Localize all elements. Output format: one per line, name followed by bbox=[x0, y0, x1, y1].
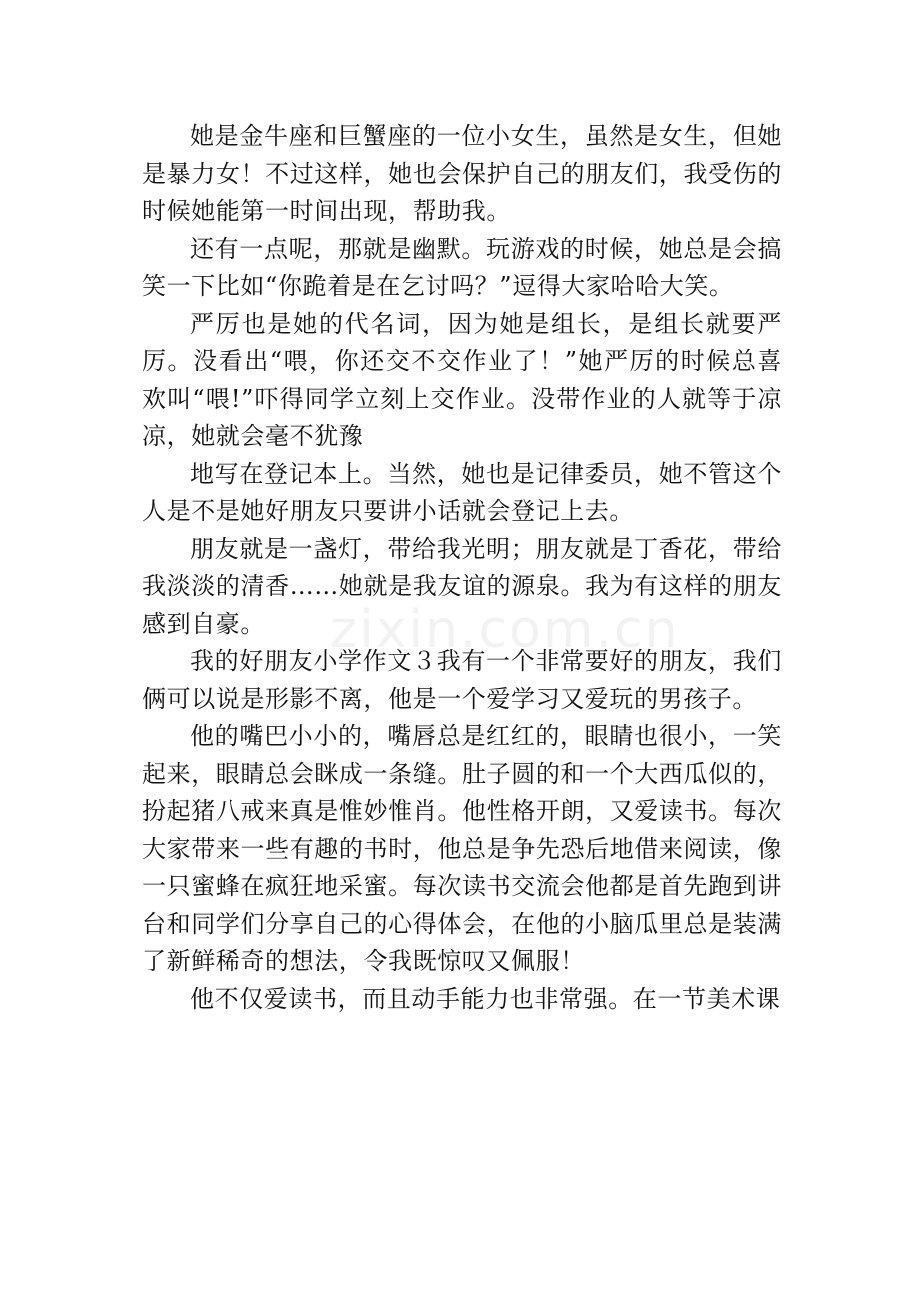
watermark: zixin.com.cn bbox=[330, 600, 680, 660]
paragraph-8: 他不仅爱读书，而且动手能力也非常强。在一节美术课 bbox=[190, 984, 781, 1013]
paragraph-3: 严厉也是她的代名词，因为她是组长，是组长就要严厉。没看出“喂，你还交不交作业了！”她严厉的时候总喜欢叫“喂!”吓得同学立刻上交作业。没带作业的人就等于凉凉，她就会毫不犹豫 bbox=[142, 309, 782, 450]
paragraph-2: 还有一点呢，那就是幽默。玩游戏的时候，她总是会搞笑一下比如“你跪着是在乞讨吗？”逗得大家哈哈大笑。 bbox=[142, 234, 782, 300]
paragraph-4: 地写在登记本上。当然，她也是记律委员，她不管这个人是不是她好朋友只要讲小话就会登记上去。 bbox=[142, 459, 782, 525]
paragraph-1: 她是金牛座和巨蟹座的一位小女生，虽然是女生，但她是暴力女！不过这样，她也会保护自己的朋友们，我受伤的时候她能第一时间出现，帮助我。 bbox=[142, 122, 782, 225]
paragraph-6: 我的好朋友小学作文３我有一个非常要好的朋友，我们俩可以说是形影不离，他是一个爱学习又爱玩的男孩子。 bbox=[142, 647, 782, 713]
paragraph-7: 他的嘴巴小小的，嘴唇总是红红的，眼睛也很小，一笑起来，眼睛总会眯成一条缝。肚子圆的和一个大西瓜似的，扮起猪八戒来真是惟妙惟肖。他性格开朗，又爱读书。每次大家带来一些有趣的书时，他总是争先恐后地借来阅读，像一只蜜蜂在疯狂地采蜜。每次读书交流会他都是首先跑到讲台和同学们分享自己的心得体会，在他的小脑瓜里总是装满了新鲜稀奇的想法，令我既惊叹又佩服！ bbox=[142, 722, 782, 975]
paragraph-5: 朋友就是一盏灯，带给我光明；朋友就是丁香花，带给我淡淡的清香……她就是我友谊的源泉。我为有这样的朋友感到自豪。 bbox=[142, 534, 782, 638]
document-body bbox=[142, 118, 782, 1018]
